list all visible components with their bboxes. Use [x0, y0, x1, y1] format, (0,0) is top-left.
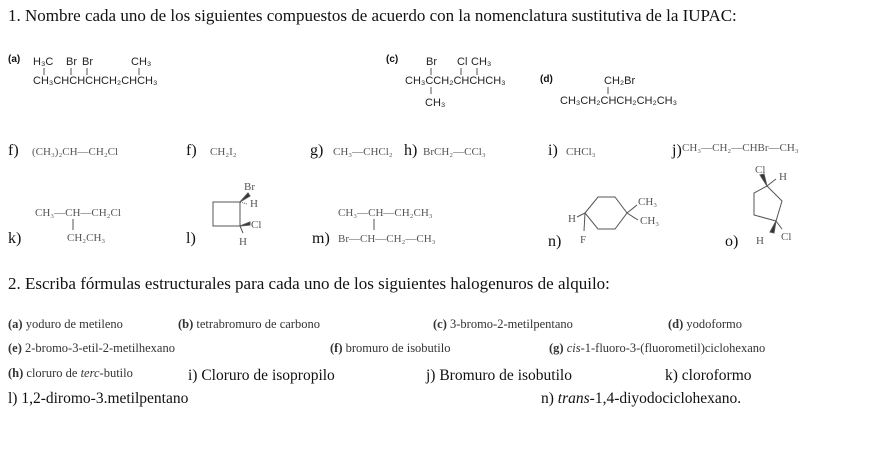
item-c — [433, 317, 573, 332]
item-text: -1,4-diyodociclohexano. — [589, 390, 742, 407]
label-f: f) — [8, 142, 19, 159]
item-text: Cloruro de isopropilo — [201, 367, 335, 384]
main-chain: CH₃CH₂CHCH₂CH₂CH₃ — [560, 95, 678, 107]
atom: Br — [244, 181, 255, 193]
atom: H — [239, 236, 247, 248]
item-n — [541, 390, 741, 408]
structure-l — [205, 178, 265, 248]
item-label: (f) — [330, 341, 343, 355]
chain-bottom: Br—CH—CH₂—CH₃ — [338, 233, 436, 245]
item-label: l) — [8, 390, 18, 407]
item-label: n) — [541, 390, 554, 407]
item-a — [8, 317, 123, 332]
atom: Br — [426, 56, 437, 68]
structure-m — [336, 200, 466, 245]
item-italic: cis — [566, 341, 581, 355]
label-h: h) — [404, 142, 418, 159]
item-label: i) — [188, 367, 198, 384]
atom: H — [568, 213, 576, 225]
atom: F — [580, 234, 587, 246]
atom: CH₃ — [640, 215, 660, 227]
structure-d — [558, 73, 698, 113]
label-k: k) — [8, 230, 22, 247]
atom: Cl — [251, 219, 262, 231]
item-label: (b) — [178, 317, 194, 331]
item-e — [8, 341, 175, 356]
formula: BrCH₂—CCl₃ — [423, 146, 486, 158]
label-d: (d) — [540, 74, 553, 85]
question-1-title: 1. Nombre cada uno de los siguientes compuestos de acuerdo con la nomenclatura sustitutiva de la IUPAC: — [8, 6, 737, 25]
item-label: (g) — [549, 341, 564, 355]
item-text: yoduro de metileno — [25, 317, 123, 331]
item-text: cloroformo — [681, 367, 752, 384]
item-italic: terc — [80, 366, 100, 380]
atom: Cl — [781, 231, 792, 243]
item-text: -butilo — [99, 366, 133, 380]
item-text: tetrabromuro de carbono — [196, 317, 320, 331]
item-italic: trans — [557, 390, 590, 407]
item-label: (d) — [668, 317, 684, 331]
formula: (CH₃)₂CH—CH₂Cl — [32, 146, 119, 158]
atom: CH₃ — [638, 196, 658, 208]
item-text: Bromuro de isobutilo — [439, 367, 572, 384]
item-label: (c) — [433, 317, 447, 331]
formula: CH₃—CH₂—CHBr—CH₃ — [682, 142, 799, 154]
item-text: 3-bromo-2-metilpentano — [450, 317, 573, 331]
main-chain: CH₃CCH₂CHCHCH₃ — [405, 75, 506, 87]
atom: CH₃ — [471, 56, 492, 68]
question-2-title: 2. Escriba fórmulas estructurales para cada uno de los siguientes halogenuros de alquilo: — [8, 274, 610, 293]
formula: CH₃—CHCl₂ — [333, 146, 393, 158]
item-label: j) — [426, 367, 436, 384]
label-a: (a) — [8, 54, 21, 65]
structure-a — [31, 54, 181, 89]
item-label: (h) — [8, 366, 24, 380]
item-b — [178, 317, 320, 332]
formula: CH₂I₂ — [210, 146, 237, 158]
atom: Br — [82, 56, 93, 68]
atom: H — [756, 235, 764, 247]
atom: CH₃ — [131, 56, 152, 68]
formula: CHCl₃ — [566, 146, 596, 158]
atom: CH₂Br — [604, 75, 636, 87]
item-text: 1,2-diromo-3.metilpentano — [21, 390, 189, 407]
item-i — [188, 367, 335, 385]
item-g — [549, 341, 765, 356]
structure-c — [405, 54, 525, 110]
chain-top: CH₃—CH—CH₂CH₃ — [338, 207, 433, 219]
label-i: i) — [548, 142, 558, 159]
atom: CH₃ — [425, 97, 446, 109]
structure-n — [565, 175, 665, 255]
main-chain: CH₃—CH—CH₂Cl — [35, 207, 121, 219]
label-j: j) — [672, 142, 682, 159]
structure-o — [748, 163, 808, 253]
item-f — [330, 341, 450, 356]
item-label: k) — [665, 367, 678, 384]
item-text: yodoformo — [686, 317, 742, 331]
item-text: -1-fluoro-3-(fluorometil)ciclohexano — [580, 341, 766, 355]
atom: H — [250, 198, 258, 210]
item-h — [8, 366, 133, 381]
atom: Br — [66, 56, 77, 68]
item-label: (a) — [8, 317, 23, 331]
atom: H — [779, 171, 787, 183]
label-f2: f) — [186, 142, 197, 159]
label-o: o) — [725, 233, 739, 250]
atom: Cl — [457, 56, 468, 68]
item-text: cloruro de — [26, 366, 81, 380]
item-text: bromuro de isobutilo — [345, 341, 451, 355]
label-l: l) — [186, 230, 196, 247]
label-g: g) — [310, 142, 324, 159]
item-d — [668, 317, 742, 332]
branch: CH₂CH₃ — [67, 232, 106, 244]
item-text: 2-bromo-3-etil-2-metilhexano — [25, 341, 175, 355]
atom: Cl — [755, 164, 766, 176]
label-m: m) — [312, 230, 330, 247]
structure-k — [35, 200, 145, 245]
item-j — [426, 367, 572, 385]
item-k — [665, 367, 752, 385]
item-label: (e) — [8, 341, 22, 355]
item-l — [8, 390, 188, 408]
label-n: n) — [548, 233, 562, 250]
label-c: (c) — [386, 54, 399, 65]
atom: H₃C — [33, 56, 54, 68]
main-chain: CH₃CHCHCHCH₂CHCH₃ — [33, 75, 158, 87]
